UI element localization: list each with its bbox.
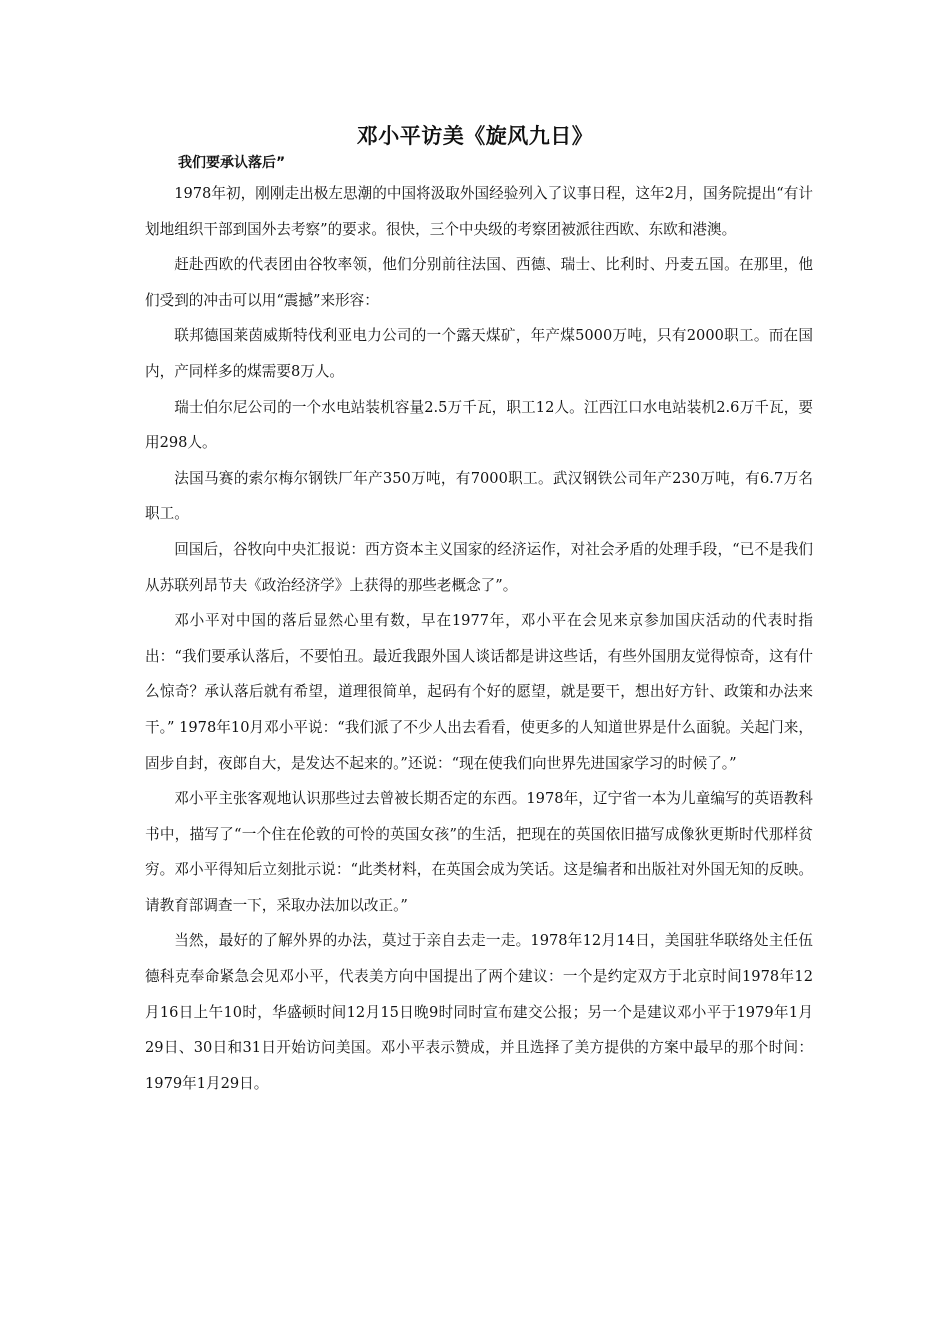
paragraph-8: 邓小平主张客观地认识那些过去曾被长期否定的东西。1978年，辽宁省一本为儿童编写的英语教科书中，描写了“一个住在伦敦的可怜的英国女孩”的生活，把现在的英国依旧描写成像狄更斯时代那样贫穷。邓小平得知后立刻批示说：“此类材料，在英国会成为笑话。这是编者和出版社对外国无知的反映。请教育部调查一下，采取办法加以改正。” xyxy=(145,790,813,914)
document-body xyxy=(145,176,813,1101)
paragraph-4: 瑞士伯尔尼公司的一个水电站装机容量2.5万千瓦，职工12人。江西江口水电站装机2.6万千瓦，要用298人。 xyxy=(145,398,813,452)
paragraph-5: 法国马赛的索尔梅尔钢铁厂年产350万吨，有7000职工。武汉钢铁公司年产230万吨，有6.7万名职工。 xyxy=(145,469,813,523)
paragraph-1: 1978年初，刚刚走出极左思潮的中国将汲取外国经验列入了议事日程，这年2月，国务院提出“有计划地组织干部到国外去考察”的要求。很快，三个中央级的考察团被派往西欧、东欧和港澳。 xyxy=(145,185,813,238)
section-heading: 我们要承认落后” xyxy=(178,155,286,171)
paragraph-3: 联邦德国莱茵威斯特伐利亚电力公司的一个露天煤矿，年产煤5000万吨，只有2000职工。而在国内，产同样多的煤需要8万人。 xyxy=(145,327,813,380)
paragraph-9: 当然，最好的了解外界的办法，莫过于亲自去走一走。1978年12月14日，美国驻华联络处主任伍德科克奉命紧急会见邓小平，代表美方向中国提出了两个建议：一个是约定双方于北京时间1978年12月16日上午10时，华盛顿时间12月15日晚9时同时宣布建交公报；另一个是建议邓小平于1979年1月29日、30日和31日开始访问美国。邓小平表示赞成，并且选择了美方提供的方案中最早的那个时间：1979年1月29日。 xyxy=(145,932,813,1092)
document-title: 邓小平访美《旋风九日》 xyxy=(356,124,594,148)
paragraph-2: 赶赴西欧的代表团由谷牧率领，他们分别前往法国、西德、瑞士、比利时、丹麦五国。在那里，他们受到的冲击可以用“震撼”来形容： xyxy=(145,256,813,309)
paragraph-6: 回国后，谷牧向中央汇报说：西方资本主义国家的经济运作，对社会矛盾的处理手段，“已不是我们从苏联列昂节夫《政治经济学》上获得的那些老概念了”。 xyxy=(145,540,813,594)
paragraph-7: 邓小平对中国的落后显然心里有数，早在1977年，邓小平在会见来京参加国庆活动的代表时指出：“我们要承认落后，不要怕丑。最近我跟外国人谈话都是讲这些话，有些外国朋友觉得惊奇，这有什么惊奇？承认落后就有希望，道理很简单，起码有个好的愿望，就是要干，想出好方针、政策和办法来干。” 1978年10月邓小平说：“我们派了不少人出去看看，使更多的人知道世界是什么面貌。关起门来，固步自封，夜郎自大，是发达不起来的。”还说：“现在使我们向世界先进国家学习的时候了。” xyxy=(145,612,813,772)
